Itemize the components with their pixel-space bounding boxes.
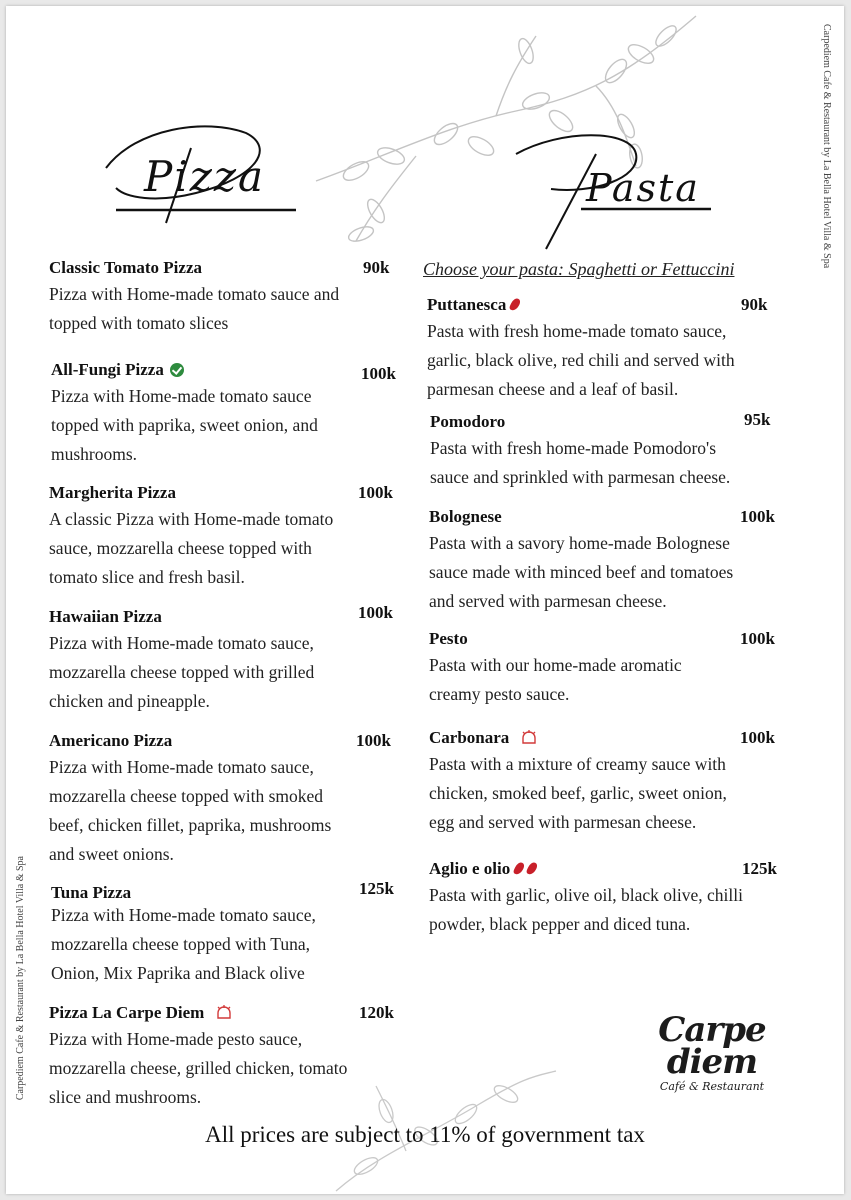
item-name: Pizza La Carpe Diem [49, 1003, 399, 1023]
tax-notice: All prices are subject to 11% of government tax [205, 1122, 645, 1147]
item-price: 95k [744, 410, 771, 429]
item-description: Pasta with a mixture of creamy sauce with chicken, smoked beef, garlic, sweet onion, egg and served with parmesan cheese. [429, 754, 727, 832]
menu-item-pomodoro [430, 412, 790, 492]
item-name: Carbonara [429, 728, 789, 748]
item-name: Americano Pizza [49, 731, 173, 750]
pasta-title: Pasta [586, 166, 700, 210]
menu-item-aglio-e-olio [429, 859, 789, 939]
pasta-choice-note: Choose your pasta: Spaghetti or Fettuccini [423, 259, 735, 279]
item-price: 120k [359, 1003, 394, 1022]
menu-item-pesto [429, 629, 789, 709]
item-price: 100k [358, 483, 393, 502]
item-description: Pizza with Home-made tomato sauce and topped with tomato slices [49, 284, 340, 333]
item-name: Classic Tomato Pizza [49, 258, 202, 277]
item-name: Aglio e olio [429, 859, 789, 879]
carpe-diem-logo: Carpe diem Café & Restaurant [658, 1010, 766, 1093]
item-description: Pasta with our home-made aromatic creamy pesto sauce. [429, 655, 682, 704]
item-name: Pesto [429, 629, 468, 648]
item-name: Tuna Pizza [51, 883, 132, 902]
item-price: 90k [363, 258, 390, 277]
item-price: 125k [359, 879, 394, 898]
menu-item-bolognese [429, 507, 789, 616]
item-description: Pasta with fresh home-made tomato sauce, garlic, black olive, red chili and served with parmesan cheese and a leaf of basil. [427, 321, 735, 399]
item-price: 100k [740, 507, 775, 526]
vegetarian-icon [170, 363, 184, 377]
chef-recommendation-icon [215, 1004, 233, 1020]
side-caption-right: Carpediem Cafe & Restaurant by La Bella Hotel Villa & Spa [821, 24, 832, 269]
menu-item-carbonara [429, 728, 789, 837]
item-description: Pasta with garlic, olive oil, black olive, chilli powder, black pepper and diced tuna. [429, 885, 743, 934]
item-price: 100k [358, 603, 393, 622]
item-price: 100k [740, 629, 775, 648]
item-price: 100k [356, 731, 391, 750]
item-description: Pizza with Home-made tomato sauce, mozzarella cheese topped with grilled chicken and pineapple. [49, 633, 315, 711]
item-price: 90k [741, 295, 768, 314]
menu-item-pizza-la-carpe-diem [49, 1003, 399, 1112]
pasta-title-flourish [511, 124, 721, 254]
chili-icon [509, 297, 522, 312]
item-description: Pizza with Home-made tomato sauce, mozzarella cheese topped with Tuna, Onion, Mix Paprika and Black olive [51, 905, 316, 983]
menu-item-tuna-pizza [51, 879, 401, 988]
chef-recommendation-icon [520, 729, 538, 745]
menu-page [6, 6, 844, 1194]
menu-item-puttanesca [427, 295, 787, 404]
menu-item-classic-tomato-pizza [49, 258, 399, 338]
item-name: Bolognese [429, 507, 502, 526]
item-name: Margherita Pizza [49, 483, 176, 502]
double-chili-icon [510, 859, 536, 878]
item-description: Pizza with Home-made tomato sauce topped with paprika, sweet onion, and mushrooms. [51, 386, 318, 464]
menu-item-americano-pizza [49, 731, 399, 869]
item-description: A classic Pizza with Home-made tomato sauce, mozzarella cheese topped with tomato slice and fresh basil. [49, 509, 334, 587]
item-price: 100k [740, 728, 775, 747]
item-name: All-Fungi Pizza [51, 360, 401, 380]
item-description: Pasta with a savory home-made Bolognese sauce made with minced beef and tomatoes and served with parmesan cheese. [429, 533, 734, 611]
menu-item-all-fungi-pizza [51, 360, 401, 469]
menu-item-hawaiian-pizza [49, 603, 399, 716]
pizza-title-flourish [96, 118, 316, 228]
item-price: 100k [361, 364, 396, 383]
item-description: Pizza with Home-made tomato sauce, mozzarella cheese topped with smoked beef, chicken fillet, paprika, mushrooms and sweet onions. [49, 757, 332, 864]
item-name: Pomodoro [430, 412, 506, 431]
item-name: Puttanesca [427, 295, 787, 315]
pizza-title: Pizza [144, 152, 265, 201]
item-description: Pasta with fresh home-made Pomodoro's sauce and sprinkled with parmesan cheese. [430, 438, 731, 487]
item-name: Hawaiian Pizza [49, 607, 162, 626]
item-price: 125k [742, 859, 777, 878]
side-caption-left: Carpediem Cafe & Restaurant by La Bella Hotel Villa & Spa [15, 856, 26, 1101]
item-description: Pizza with Home-made pesto sauce, mozzarella cheese, grilled chicken, tomato slice and mushrooms. [49, 1029, 348, 1107]
menu-item-margherita-pizza [49, 483, 399, 592]
